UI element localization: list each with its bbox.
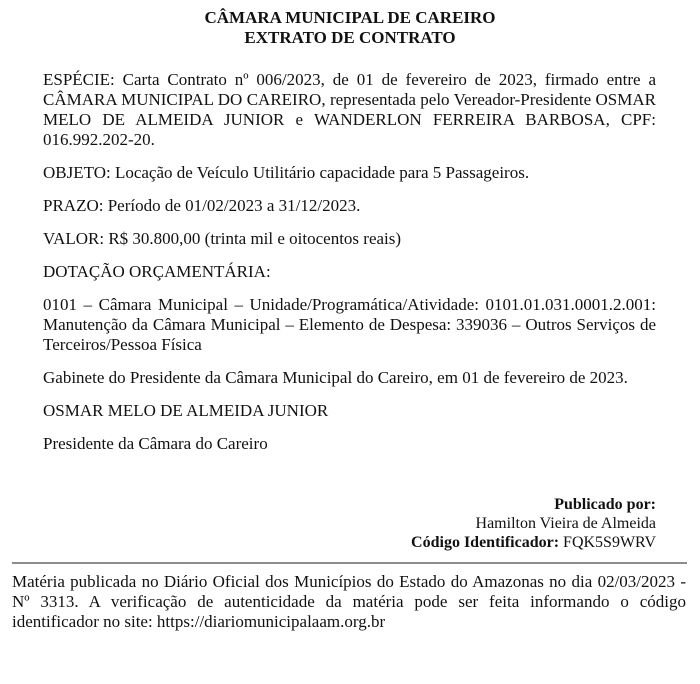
document-header [0, 8, 700, 48]
prazo-paragraph: PRAZO: Período de 01/02/2023 a 31/12/2023. [43, 196, 361, 215]
signer-title: Presidente da Câmara do Careiro [43, 434, 268, 453]
signer-name: OSMAR MELO DE ALMEIDA JUNIOR [43, 401, 329, 420]
footer-divider [12, 562, 687, 564]
header-institution: CÂMARA MUNICIPAL DE CAREIRO [204, 8, 496, 27]
published-by-name: Hamilton Vieira de Almeida [475, 515, 656, 532]
especie-paragraph: ESPÉCIE: Carta Contrato nº 006/2023, de 01 de fevereiro de 2023, firmado entre a CÂMARA MUNICIPAL DO CAREIRO, representada pelo Vereador-Presidente OSMAR MELO DE ALMEIDA JUNIOR e WANDERLON FERREIRA BARBOSA, CPF: 016.992.202-20. [43, 70, 656, 149]
contract-body [43, 70, 656, 467]
gabinete-paragraph: Gabinete do Presidente da Câmara Municipal do Careiro, em 01 de fevereiro de 2023. [43, 368, 628, 387]
valor-paragraph: VALOR: R$ 30.800,00 (trinta mil e oitocentos reais) [43, 229, 402, 248]
footer-notice: Matéria publicada no Diário Oficial dos Municípios do Estado do Amazonas no dia 02/03/2023 - Nº 3313. A verificação de autenticidade da matéria pode ser feita informando o código identificador no site: https://diariomunicipalaam.org.br [12, 572, 686, 631]
dotacao-paragraph: 0101 – Câmara Municipal – Unidade/Programática/Atividade: 0101.01.031.0001.2.001: Manutenção da Câmara Municipal – Elemento de Despesa: 339036 – Outros Serviços de Terceiros/Pessoa Física [43, 295, 656, 354]
objeto-paragraph: OBJETO: Locação de Veículo Utilitário capacidade para 5 Passageiros. [43, 163, 530, 182]
published-by-label: Publicado por: [554, 496, 656, 513]
publication-info [411, 495, 656, 552]
code-label: Código Identificador: [411, 534, 560, 551]
header-document-type: EXTRATO DE CONTRATO [244, 28, 456, 47]
code-value: FQK5S9WRV [563, 534, 656, 551]
dotacao-heading: DOTAÇÃO ORÇAMENTÁRIA: [43, 262, 271, 281]
